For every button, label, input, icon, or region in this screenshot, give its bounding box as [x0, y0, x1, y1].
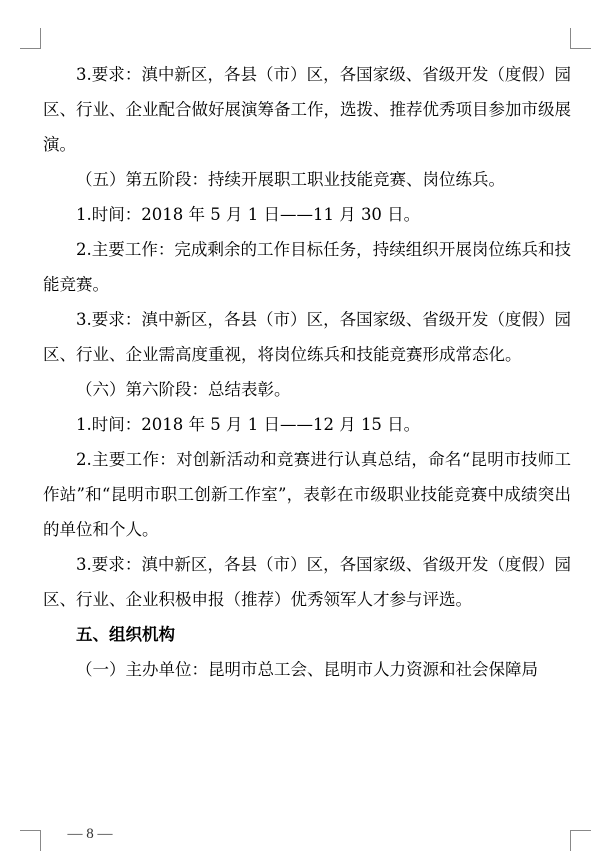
- paragraph-requirement-2: 3.要求：滇中新区，各县（市）区，各国家级、省级开发（度假）园区、行业、企业需高度重视，将岗位练兵和技能竞赛形成常态化。: [43, 310, 571, 364]
- crop-mark-bottom-right: [570, 830, 591, 851]
- document-body: [43, 57, 571, 687]
- section-heading-organization: 五、组织机构: [76, 625, 175, 644]
- heading-stage-5: （五）第五阶段：持续开展职工职业技能竞赛、岗位练兵。: [76, 170, 505, 189]
- page-number: — 8 —: [67, 826, 113, 842]
- paragraph-requirement-3: 3.要求：滇中新区，各县（市）区，各国家级、省级开发（度假）园区、行业、企业积极申报（推荐）优秀领军人才参与评选。: [43, 555, 571, 609]
- paragraph-main-work-2: 2.主要工作：对创新活动和竞赛进行认真总结，命名“昆明市技师工作站”和“昆明市职工创新工作室”，表彰在市级职业技能竞赛中成绩突出的单位和个人。: [43, 450, 571, 539]
- heading-stage-6: （六）第六阶段：总结表彰。: [76, 380, 291, 399]
- paragraph-time-1: 1.时间：2018 年 5 月 1 日——11 月 30 日。: [76, 205, 421, 224]
- crop-mark-top-left: [20, 28, 41, 49]
- paragraph-organizer: （一）主办单位：昆明市总工会、昆明市人力资源和社会保障局: [76, 660, 538, 679]
- paragraph-time-2: 1.时间：2018 年 5 月 1 日——12 月 15 日。: [76, 415, 421, 434]
- crop-mark-top-right: [570, 28, 591, 49]
- paragraph-main-work-1: 2.主要工作：完成剩余的工作目标任务，持续组织开展岗位练兵和技能竞赛。: [43, 240, 571, 294]
- paragraph-requirement-1: 3.要求：滇中新区，各县（市）区，各国家级、省级开发（度假）园区、行业、企业配合做好展演筹备工作，选拨、推荐优秀项目参加市级展演。: [43, 65, 571, 154]
